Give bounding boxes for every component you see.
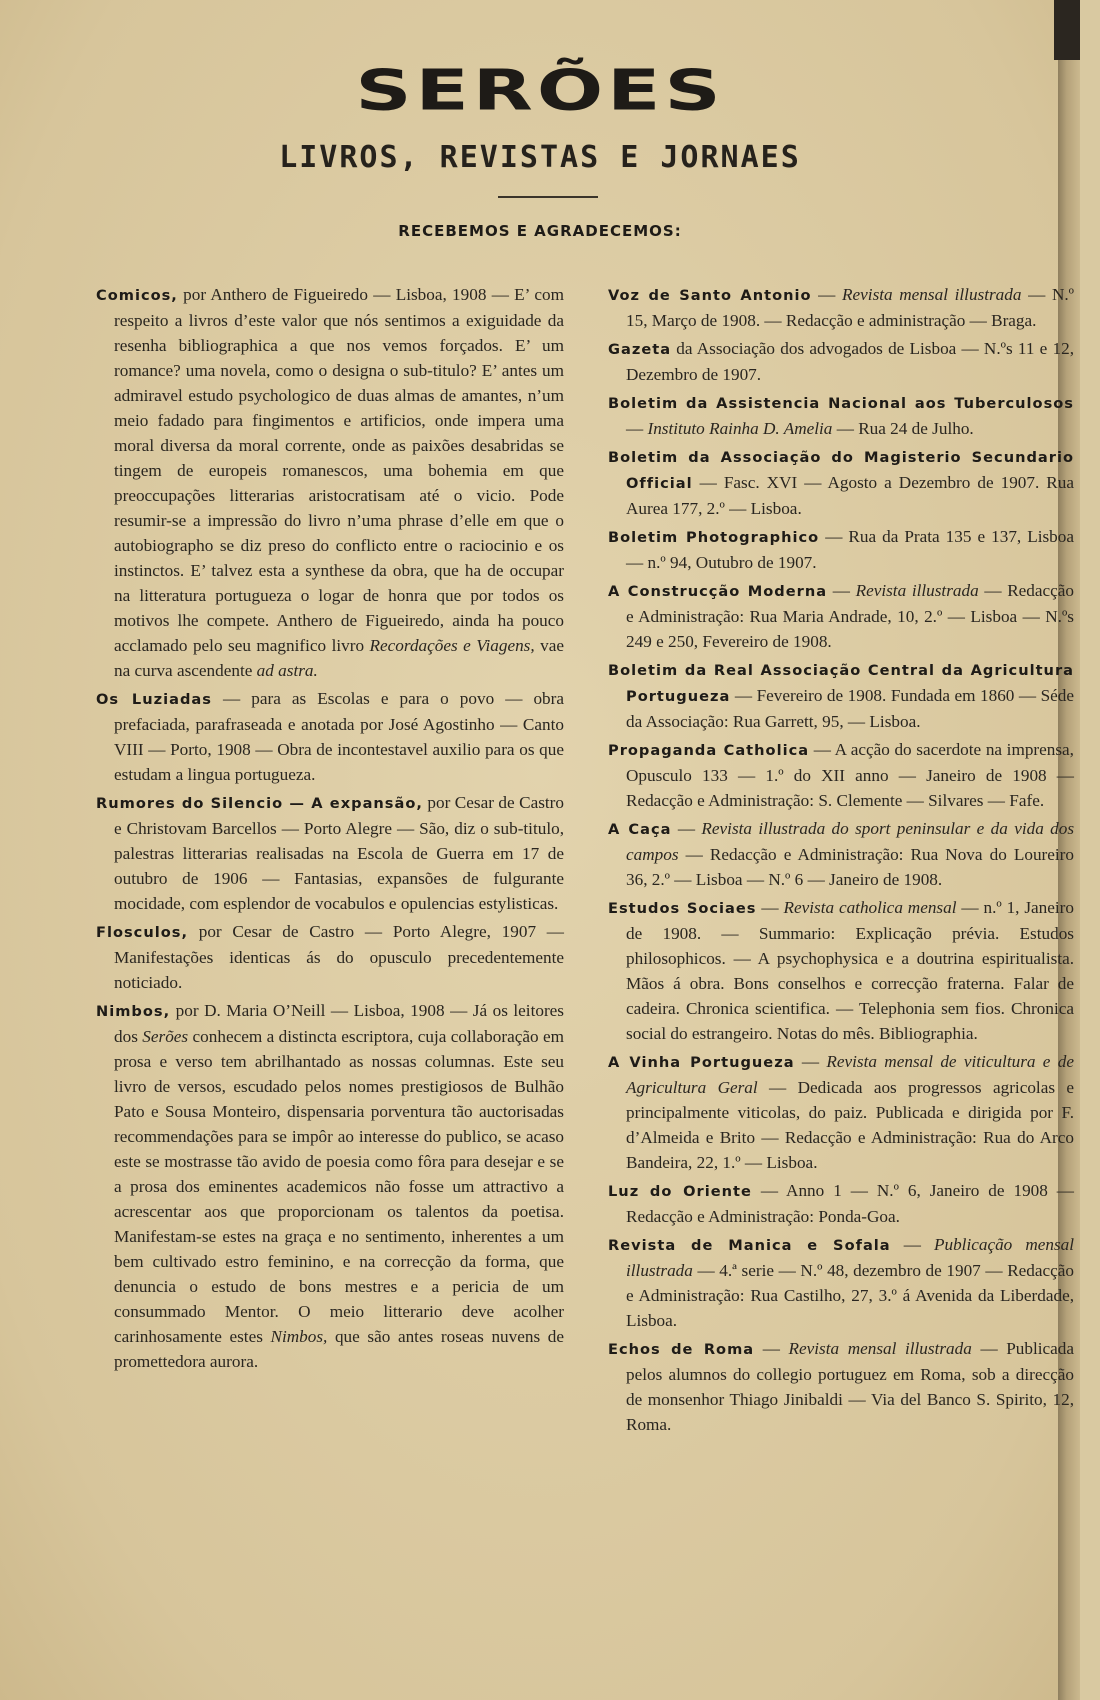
entry-title: Boletim da Real Associação Central da Agricultura Portugueza xyxy=(608,662,1074,705)
entry-italic-text: ad astra. xyxy=(256,661,318,680)
entry-italic-text: Revista illustrada xyxy=(855,581,979,600)
entry-text: — 4.ª serie — N.º 48, dezembro de 1907 — Redacção e Administração: Rua Castilho, 27, 3.º á Avenida da Liberdade, Lisboa. xyxy=(626,1261,1074,1330)
right-column xyxy=(608,282,1074,1440)
entry xyxy=(96,998,564,1374)
entry-text: — xyxy=(626,419,648,438)
entry xyxy=(608,737,1074,813)
entry-text: — n.º 1, Janeiro de 1908. — Summario: Explicação prévia. Estudos philosophicos. — A psychophysica e a doutrina espiritualista. Mãos á obra. Bons conselhos e correcção fraterna. Falar de cadeira. Chronica scientifica. — Telephonia sem fios. Chronica social do estrangeiro. Notas do mês. Bibliographia. xyxy=(626,898,1074,1043)
entry-text: — xyxy=(827,581,856,600)
entry-title: Boletim da Associação do Magisterio Secundario Official xyxy=(608,449,1074,492)
entry-title: Voz de Santo Antonio xyxy=(608,287,812,304)
entry-text: — Anno 1 — N.º 6, Janeiro de 1908 — Redacção e Administração: Ponda-Goa. xyxy=(626,1181,1074,1226)
entry-italic-text: Revista mensal illustrada xyxy=(842,285,1022,304)
entry-title: A Construcção Moderna xyxy=(608,583,828,600)
entry xyxy=(608,1232,1074,1333)
entry-title: Boletim Photographico xyxy=(608,529,820,546)
entry-title: A Vinha Portugueza xyxy=(608,1054,795,1071)
entry-text: — Rua 24 de Julho. xyxy=(832,419,974,438)
entry-text: — Fasc. XVI — Agosto a Dezembro de 1907. Rua Aurea 177, 2.º — Lisboa. xyxy=(626,473,1074,518)
entry xyxy=(608,1178,1074,1229)
entry xyxy=(608,816,1074,892)
entry-title: Gazeta xyxy=(608,341,672,358)
entry-text: — Rua da Prata 135 e 137, Lisboa — n.º 94, Outubro de 1907. xyxy=(626,527,1075,572)
entry-title: Propaganda Catholica xyxy=(608,742,810,759)
entry-text: por Cesar de Castro e Christovam Barcellos — Porto Alegre — São, diz o sub-titulo, palestras litterarias realisadas na Escola de Guerra em 17 de outubro de 1906 — Fantasias, expansões de fulgurante mocidade, com esplendor de vocabulos e opulencias estylisticas. xyxy=(114,793,564,913)
entry-text: — Dedicada aos progressos agricolas e principalmente viticolas, do paiz. Publicada e dirigida por F. d’Almeida e Brito — Redacção e Administração: Rua do Arco Bandeira, 22, 1.º — Lisboa. xyxy=(626,1078,1074,1172)
entry xyxy=(608,578,1074,654)
entry-title: Nimbos, xyxy=(96,1003,171,1020)
entry-text: — xyxy=(794,1052,827,1071)
entry-text: — Redacção e Administração: Rua Maria Andrade, 10, 2.º — Lisboa — N.ºs 249 e 250, Fevereiro de 1908. xyxy=(626,581,1074,651)
entry-title: Comicos, xyxy=(96,287,178,304)
entry-text: que são antes roseas nuvens de promettedora aurora. xyxy=(114,1327,564,1371)
entry-italic-text: Revista catholica mensal xyxy=(783,898,957,917)
entry xyxy=(608,390,1074,441)
entry-text: — Publicada pelos alumnos do collegio portuguez em Roma, sob a direcção de monsenhor Thiago Jinibaldi — Via del Banco S. Spirito, 12, Roma. xyxy=(626,1339,1074,1434)
entry xyxy=(96,686,564,787)
entry xyxy=(608,524,1074,575)
entry-italic-text: Revista mensal de viticultura e de Agricultura Geral xyxy=(626,1052,1074,1097)
divider-rule xyxy=(498,196,598,198)
entry xyxy=(608,336,1074,387)
entry-title: Luz do Oriente xyxy=(608,1183,752,1200)
entry-title: Boletim da Assistencia Nacional aos Tuberculosos xyxy=(608,395,1074,412)
section-heading: RECEBEMOS E AGRADECEMOS: xyxy=(398,222,682,240)
entry xyxy=(96,790,564,916)
entry-text: por Anthero de Figueiredo — Lisboa, 1908 — E’ com respeito a livros d’este valor que nós sentimos a exiguidade da resenha bibliographica a que nos vemos forçados. E’ um romance? uma novela, como o designa o sub-titulo? E’ antes um admiravel estudo psychologico de duas almas de amantes, n’um meio fadado para fingimentos e artificios, onde impera uma moral diversa da moral corrente, onde as paixões desabridas se tingem de europeis romanescos, uma bohemia em que preoccupações litterarias aristocratisam até o vicio. Pode resumir-se a impressão do livro n’uma phrase d’elle em que o autobiographo se diz preso do conflicto entre o raciocinio e os instinctos. E’ talvez esta a synthese da obra, que ha de occupar na litteratura portugueza o logar de honra que por todos os motivos lhe compete. Anthero de Figueiredo, ainda ha pouco acclamado pelo seu magnifico livro xyxy=(114,285,564,655)
entry-text: — xyxy=(671,819,702,838)
entry-text: por D. Maria O’Neill — Lisboa, 1908 — Já os leitores dos xyxy=(114,1001,564,1046)
entry-text: — N.º 15, Março de 1908. — Redacção e administração — Braga. xyxy=(626,285,1074,330)
entry-text: — xyxy=(890,1235,934,1254)
entry xyxy=(608,1336,1074,1437)
entry-text: vae na curva ascendente xyxy=(114,636,565,680)
entry-title: Flosculos, xyxy=(96,924,188,941)
entry-text: da Associação dos advogados de Lisboa — N.ºs 11 e 12, Dezembro de 1907. xyxy=(626,339,1074,384)
left-column xyxy=(96,282,564,1377)
entry-italic-text: Nimbos, xyxy=(270,1327,328,1346)
entry-italic-text: Publicação mensal illustrada xyxy=(626,1235,1075,1280)
entry-text: — xyxy=(754,1339,789,1358)
entry-text: conhecem a distincta escriptora, cuja collaboração em prosa e verso tem abrilhantado as nossas columnas. Este seu livro de versos, escudado pelos nomes prestigiosos de Bulhão Pato e Sousa Monteiro, dispensaria porventura tão auctorisadas recommendações para se impôr ao interesse do publico, se acaso este se mostrasse tão avido de poesia como fôra para desejar e se a prosa dos eminentes academicos não fosse um attractivo a acrescentar aos que proporcionam os talentos da poetisa. Manifestam-se estes na graça e no sentimento, inherentes a um bem cultivado estro feminino, e na correcção da forma, que denuncia o estudo de bons mestres e a pericia de um consummado Mentor. O meio litterario deve acolher carinhosamente estes xyxy=(114,1027,564,1346)
masthead: SERÕES xyxy=(355,58,725,124)
entry-text: — para as Escolas e para o povo — obra prefaciada, parafraseada e anotada por José Agostinho — Canto VIII — Porto, 1908 — Obra de incontestavel auxilio para os que estudam a lingua portugueza. xyxy=(114,689,565,784)
section-subtitle: LIVROS, REVISTAS E JORNAES xyxy=(279,140,801,175)
entry-title: Rumores do Silencio — A expansão, xyxy=(96,795,423,812)
entry xyxy=(608,444,1074,521)
entry xyxy=(96,919,564,995)
entry-italic-text: Instituto Rainha D. Amelia xyxy=(647,419,833,438)
page-corner xyxy=(1054,0,1080,60)
entry xyxy=(608,657,1074,734)
entry-text: por Cesar de Castro — Porto Alegre, 1907 — Manifestações identicas ás do opusculo precedentemente noticiado. xyxy=(114,922,564,992)
entry xyxy=(608,282,1074,333)
entry-text: — xyxy=(811,285,843,304)
entry-italic-text: Revista illustrada do sport peninsular e da vida dos campos xyxy=(626,819,1075,864)
entry-text: — Fevereiro de 1908. Fundada em 1860 — Séde da Associação: Rua Garrett, 95, — Lisboa. xyxy=(626,686,1074,731)
entry-italic-text: Revista mensal illustrada xyxy=(788,1339,972,1358)
entry-text: — xyxy=(756,898,784,917)
entry-title: Os Luziadas xyxy=(96,691,212,708)
entry-title: Estudos Sociaes xyxy=(608,900,757,917)
entry-italic-text: Serões xyxy=(142,1027,189,1046)
entry xyxy=(96,282,564,683)
entry-title: Echos de Roma xyxy=(608,1341,755,1358)
entry-italic-text: Recordações e Viagens, xyxy=(369,636,535,655)
entry-text: — Redacção e Administração: Rua Nova do Loureiro 36, 2.º — Lisboa — N.º 6 — Janeiro de 1908. xyxy=(626,845,1074,889)
entry xyxy=(608,1049,1074,1175)
entry-title: Revista de Manica e Sofala xyxy=(608,1237,891,1254)
entry xyxy=(608,895,1074,1046)
entry-text: — A acção do sacerdote na imprensa, Opusculo 133 — 1.º do XII anno — Janeiro de 1908 — Redacção e Administração: S. Clemente — Silvares — Fafe. xyxy=(626,740,1074,810)
entry-title: A Caça xyxy=(608,821,672,838)
